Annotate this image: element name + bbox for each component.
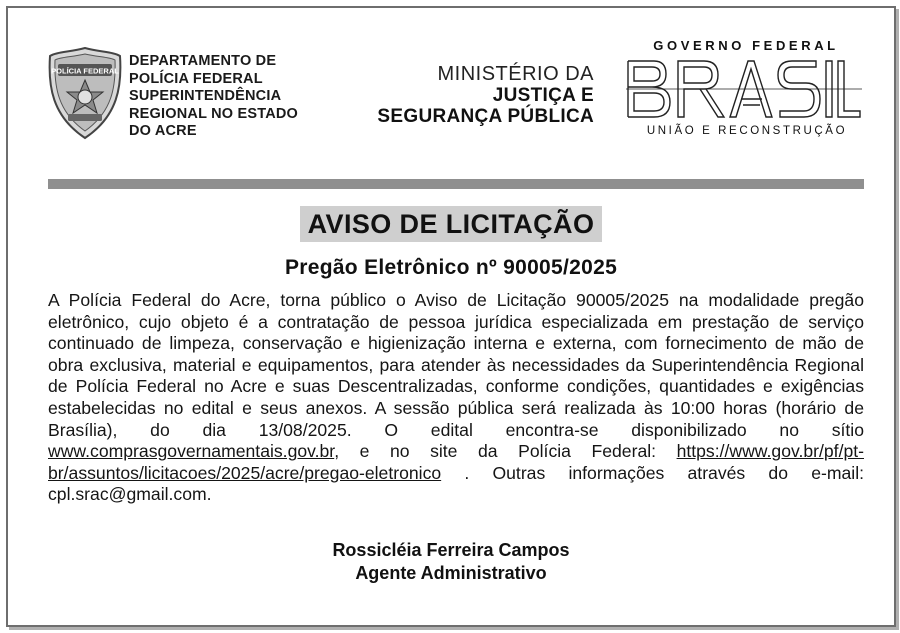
ministry-line3: SEGURANÇA PÚBLICA bbox=[377, 106, 594, 127]
signature-block bbox=[8, 539, 894, 585]
notice-subtitle: Pregão Eletrônico nº 90005/2025 bbox=[284, 256, 618, 279]
notice-body bbox=[48, 290, 864, 506]
brasil-logo-icon bbox=[626, 59, 862, 119]
notice-title: AVISO DE LICITAÇÃO bbox=[300, 206, 603, 242]
department-line: SUPERINTENDÊNCIA bbox=[129, 88, 282, 104]
ministry-line1: MINISTÉRIO DA bbox=[437, 63, 594, 85]
body-text-part3: . Outras informações através do e-mail: cpl.srac@gmail.com. bbox=[48, 462, 864, 505]
signer-name: Rossicléia Ferreira Campos bbox=[332, 540, 570, 560]
ministry-block bbox=[348, 63, 594, 127]
compras-gov-link[interactable]: www.comprasgovernamentais.gov.br bbox=[48, 441, 335, 462]
title-wrap bbox=[8, 206, 894, 242]
ministry-line2: JUSTIÇA E bbox=[492, 85, 594, 106]
department-line: REGIONAL NO ESTADO bbox=[129, 105, 299, 122]
government-logo bbox=[624, 38, 864, 137]
body-text-part2: , e no site da Polícia Federal: bbox=[334, 441, 677, 462]
gov-bottom-text: UNIÃO E RECONSTRUÇÃO bbox=[646, 125, 848, 137]
seal-top-text: POLÍCIA FEDERAL bbox=[51, 66, 119, 76]
notice-frame bbox=[6, 6, 896, 627]
department-line: POLÍCIA FEDERAL bbox=[129, 70, 263, 87]
department-block bbox=[129, 53, 329, 141]
police-seal-icon bbox=[48, 46, 122, 140]
gov-top-text: GOVERNO FEDERAL bbox=[653, 38, 839, 53]
signer-role: Agente Administrativo bbox=[355, 563, 547, 583]
header-divider bbox=[48, 179, 864, 189]
body-text-part1: A Polícia Federal do Acre, torna público o Aviso de Licitação 90005/2025 na modalidade pregão eletrônico, cujo objeto é a contratação de pessoa jurídica especializada em prestação de serviço continuado de limpeza, conservação e higienização interna e externa, com fornecimento de mão de obra exclusiva, material e equipamentos, para atender às necessidades da Superintendência Regional de Polícia Federal no Acre e suas Descentralizadas, conforme condições, quantidades e exigências estabelecidas no edital e seus anexos. A sessão pública será realizada às 10:00 horas (horário de Brasília), do dia 13/08/2025. O edital encontra-se disponibilizado no sítio bbox=[48, 290, 864, 440]
pf-site-link[interactable]: https://www.gov.br/pf/pt-br/assuntos/licitacoes/2025/acre/pregao-eletronico bbox=[48, 441, 864, 483]
department-line: DEPARTAMENTO DE bbox=[129, 53, 277, 69]
header bbox=[8, 8, 894, 183]
department-line: DO ACRE bbox=[129, 123, 197, 139]
